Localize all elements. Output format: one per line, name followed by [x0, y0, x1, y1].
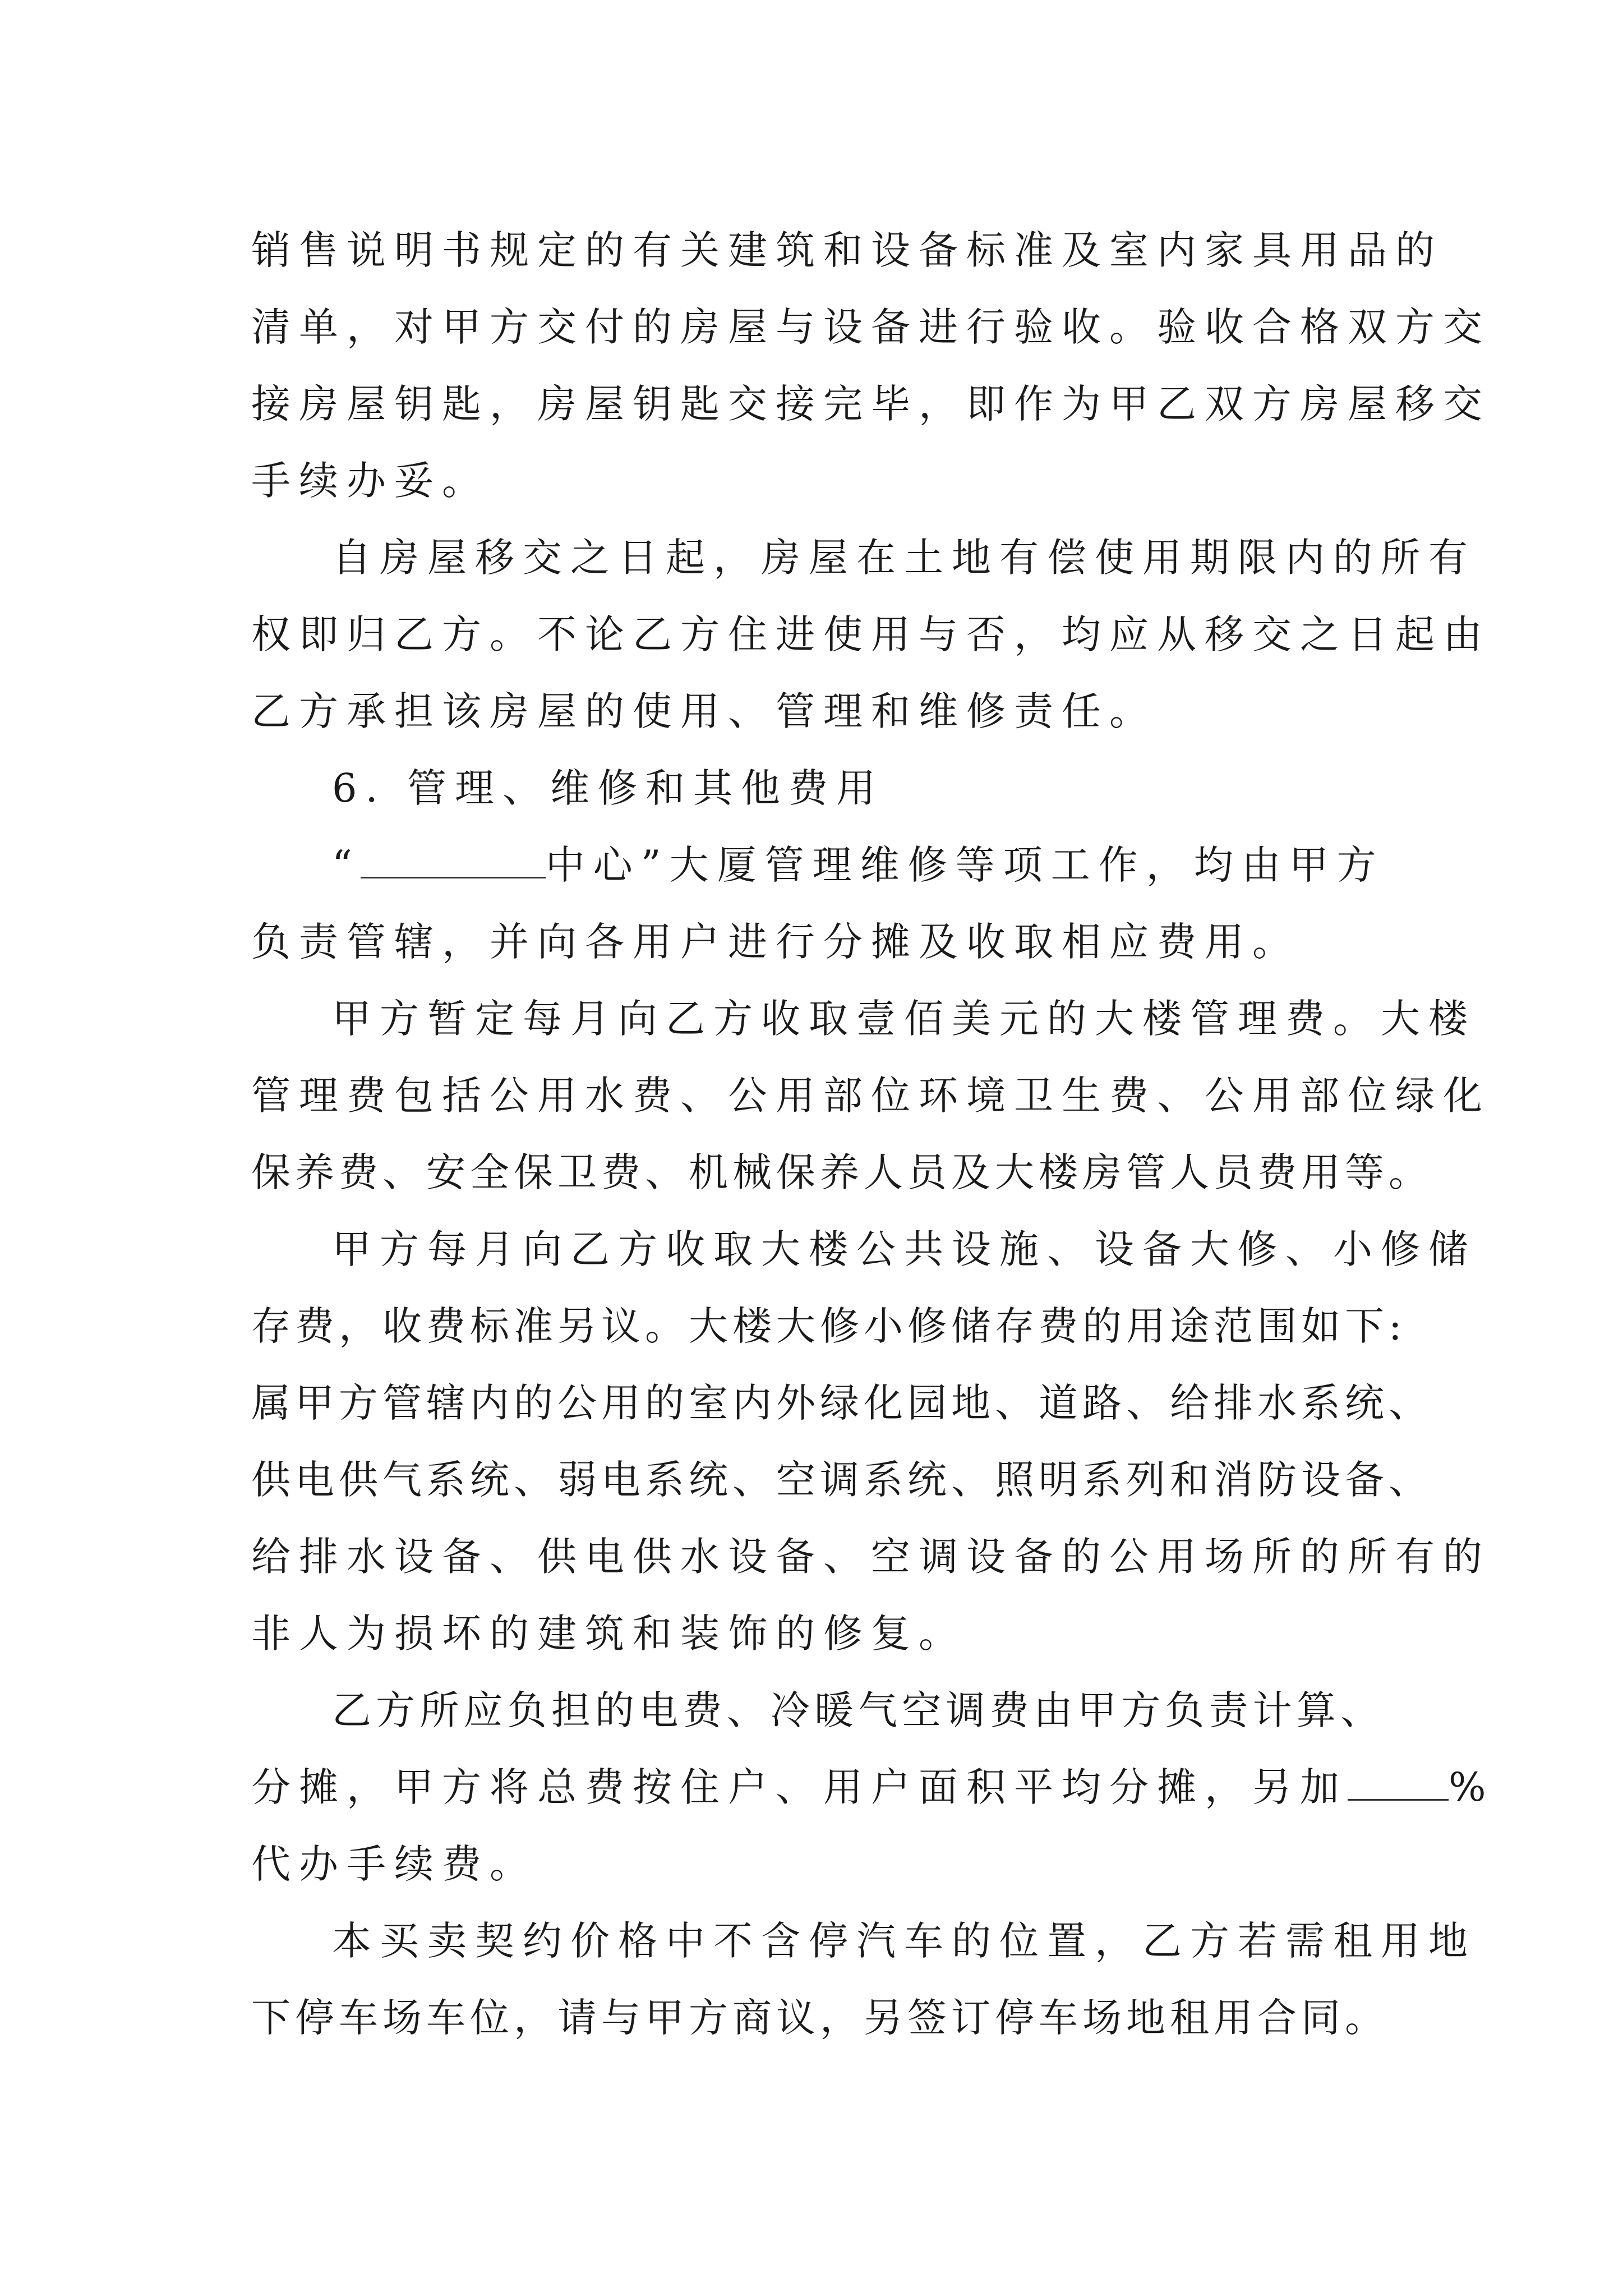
- fill-in-blank: [361, 838, 546, 878]
- paragraph-6: [251, 1211, 1491, 1672]
- text-line-with-blank: [251, 827, 1384, 904]
- paragraph-5: [251, 981, 1491, 1211]
- section-heading-text: 6. 管理、维修和其他费用: [332, 765, 884, 811]
- text-line: 负责管辖，并向各用户进行分摊及收取相应费用。: [251, 919, 1300, 965]
- paragraph-7: [251, 1672, 1495, 1903]
- text-line: 自房屋移交之日起，房屋在土地有偿使用期限内的所有: [332, 535, 1476, 581]
- text-line: 给排水设备、供电供水设备、空调设备的公用场所的所有的: [251, 1534, 1491, 1580]
- text-line: 属甲方管辖内的公用的室内外绿化园地、道路、给排水系统、: [251, 1380, 1432, 1426]
- text-line: 供电供气系统、弱电系统、空调系统、照明系列和消防设备、: [251, 1457, 1432, 1503]
- text-line: 乙方所应负担的电费、冷暖气空调费由甲方负责计算、: [332, 1687, 1384, 1733]
- text-line-with-blank: [251, 1749, 1495, 1826]
- text-line: 甲方暂定每月向乙方收取壹佰美元的大楼管理费。大楼: [332, 996, 1476, 1042]
- text-segment: 分摊，甲方将总费按住户、用户面积平均分摊，另加: [251, 1764, 1348, 1810]
- text-line: 代办手续费。: [251, 1841, 537, 1887]
- text-line: 甲方每月向乙方收取大楼公共设施、设备大修、小修储: [332, 1226, 1476, 1272]
- text-line: 接房屋钥匙，房屋钥匙交接完毕，即作为甲乙双方房屋移交: [251, 381, 1491, 427]
- document-body: [251, 212, 1495, 2056]
- text-line: 存费，收费标准另议。大楼大修小修储存费的用途范围如下:: [251, 1303, 1407, 1349]
- text-segment: “: [332, 842, 361, 888]
- paragraph-4: [251, 827, 1384, 981]
- text-segment: 中心”大厦管理维修等项工作，均由甲方: [545, 842, 1385, 888]
- section-heading: [251, 750, 1384, 827]
- text-line: 非人为损坏的建筑和装饰的修复。: [251, 1611, 966, 1657]
- text-line: 保养费、安全保卫费、机械保养人员及大楼房管人员费用等。: [251, 1149, 1432, 1195]
- paragraph-8: [251, 1903, 1476, 2056]
- text-line: 手续办妥。: [251, 458, 490, 504]
- text-line: 管理费包括公用水费、公用部位环境卫生费、公用部位绿化: [251, 1073, 1491, 1119]
- text-line: 本买卖契约价格中不含停汽车的位置，乙方若需租用地: [332, 1918, 1476, 1964]
- text-line: 乙方承担该房屋的使用、管理和维修责任。: [251, 688, 1157, 734]
- text-line: 权即归乙方。不论乙方住进使用与否，均应从移交之日起由: [251, 611, 1491, 657]
- text-segment: %: [1449, 1764, 1495, 1810]
- paragraph-2: [251, 519, 1491, 750]
- paragraph-1: [251, 212, 1491, 519]
- text-line: 下停车场车位，请与甲方商议，另签订停车场地租用合同。: [251, 1995, 1389, 2041]
- fill-in-blank: [1348, 1760, 1449, 1801]
- text-line: 销售说明书规定的有关建筑和设备标准及室内家具用品的: [251, 227, 1443, 273]
- text-line: 清单，对甲方交付的房屋与设备进行验收。验收合格双方交: [251, 304, 1491, 350]
